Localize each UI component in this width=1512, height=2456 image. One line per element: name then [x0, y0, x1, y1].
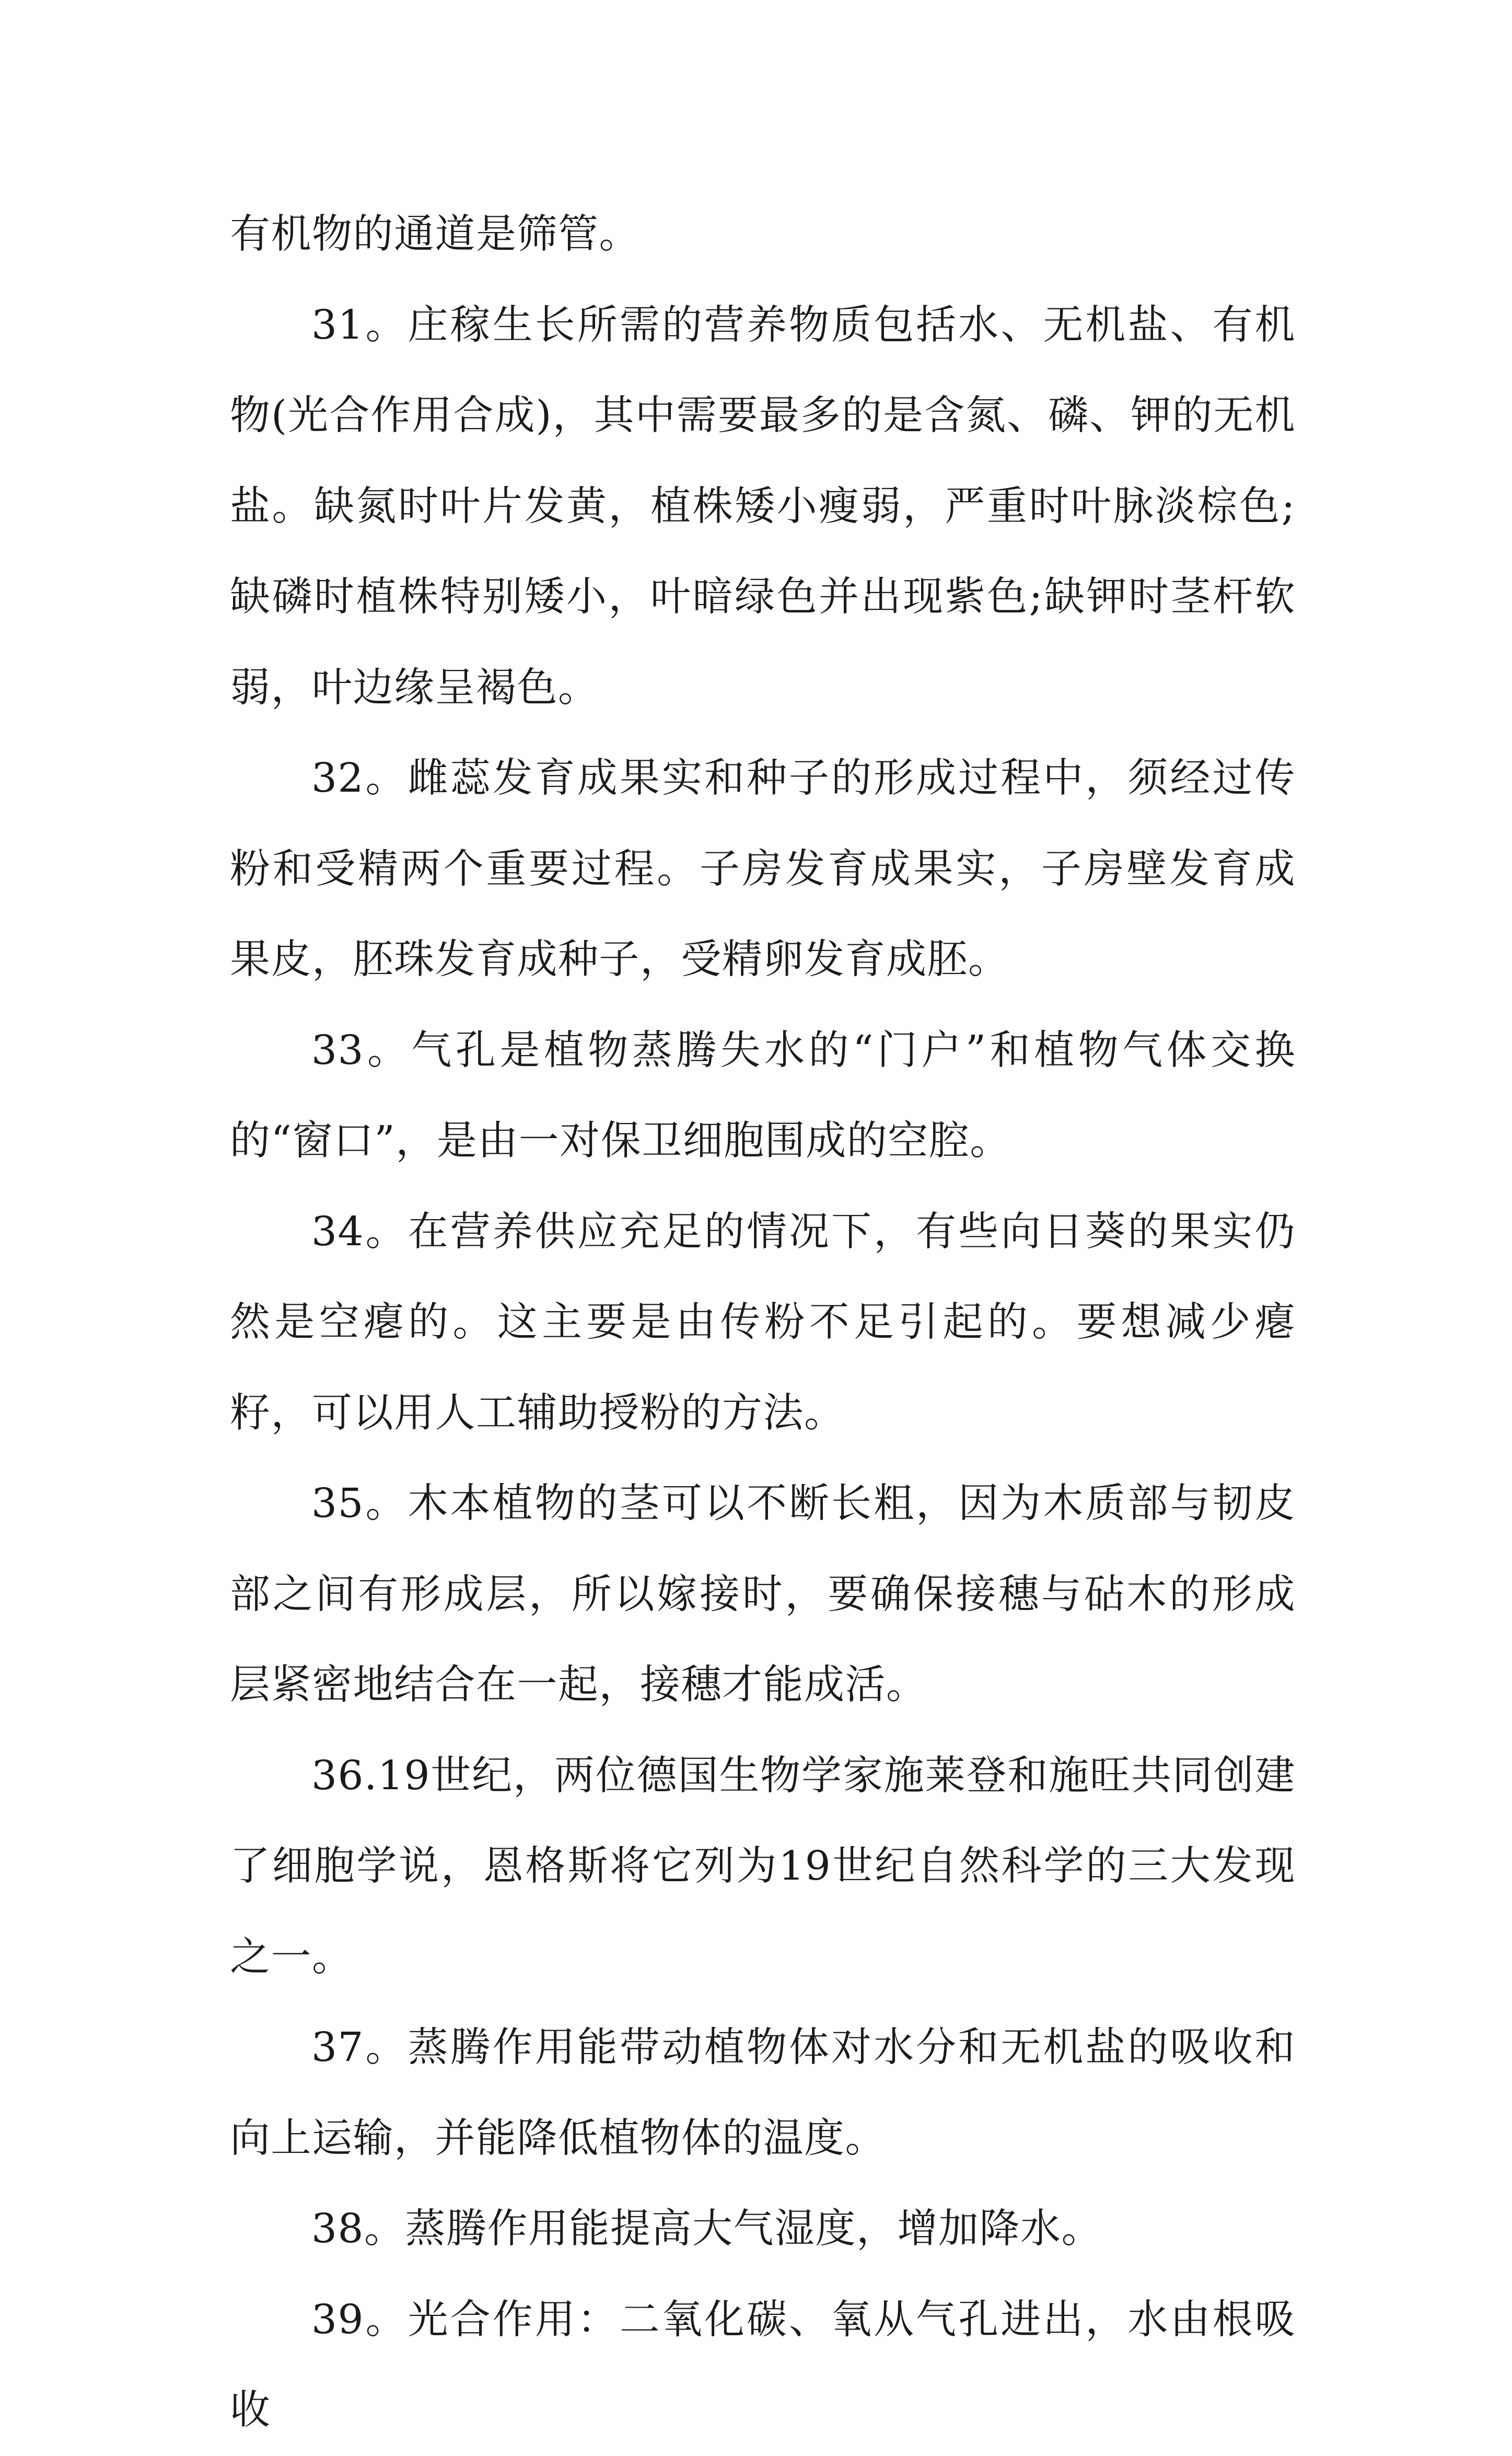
paragraph-37: 37。蒸腾作用能带动植物体对水分和无机盐的吸收和向上运输，并能降低植物体的温度。: [230, 2024, 1296, 2162]
paragraph-36: 36.19世纪，两位德国生物学家施莱登和施旺共同创建了细胞学说，恩格斯将它列为19世纪自然科学的三大发现之一。: [230, 1752, 1296, 1980]
paragraph-34: 34。在营养供应充足的情况下，有些向日葵的果实仍然是空瘪的。这主要是由传粉不足引起的。要想减少瘪籽，可以用人工辅助授粉的方法。: [230, 1208, 1296, 1436]
document-body: [230, 189, 1296, 2456]
paragraph-continuation: 有机物的通道是筛管。: [230, 211, 640, 258]
paragraph-39: 39。光合作用：二氧化碳、氧从气孔进出，水由根吸收: [230, 2296, 1296, 2434]
paragraph-38: 38。蒸腾作用能提高大气湿度，增加降水。: [311, 2206, 1102, 2252]
paragraph-32: 32。雌蕊发育成果实和种子的形成过程中，须经过传粉和受精两个重要过程。子房发育成果实，子房壁发育成果皮，胚珠发育成种子，受精卵发育成胚。: [230, 755, 1296, 983]
paragraph-33: 33。气孔是植物蒸腾失水的“门户”和植物气体交换的“窗口”，是由一对保卫细胞围成的空腔。: [230, 1027, 1296, 1164]
paragraph-35: 35。木本植物的茎可以不断长粗，因为木质部与韧皮部之间有形成层，所以嫁接时，要确保接穗与砧木的形成层紧密地结合在一起，接穗才能成活。: [230, 1480, 1296, 1708]
paragraph-31: 31。庄稼生长所需的营养物质包括水、无机盐、有机物(光合作用合成)，其中需要最多的是含氮、磷、钾的无机盐。缺氮时叶片发黄，植株矮小瘦弱，严重时叶脉淡棕色;缺磷时植株特别矮小，叶暗绿色并出现紫色;缺钾时茎杆软弱，叶边缘呈褐色。: [230, 302, 1296, 711]
